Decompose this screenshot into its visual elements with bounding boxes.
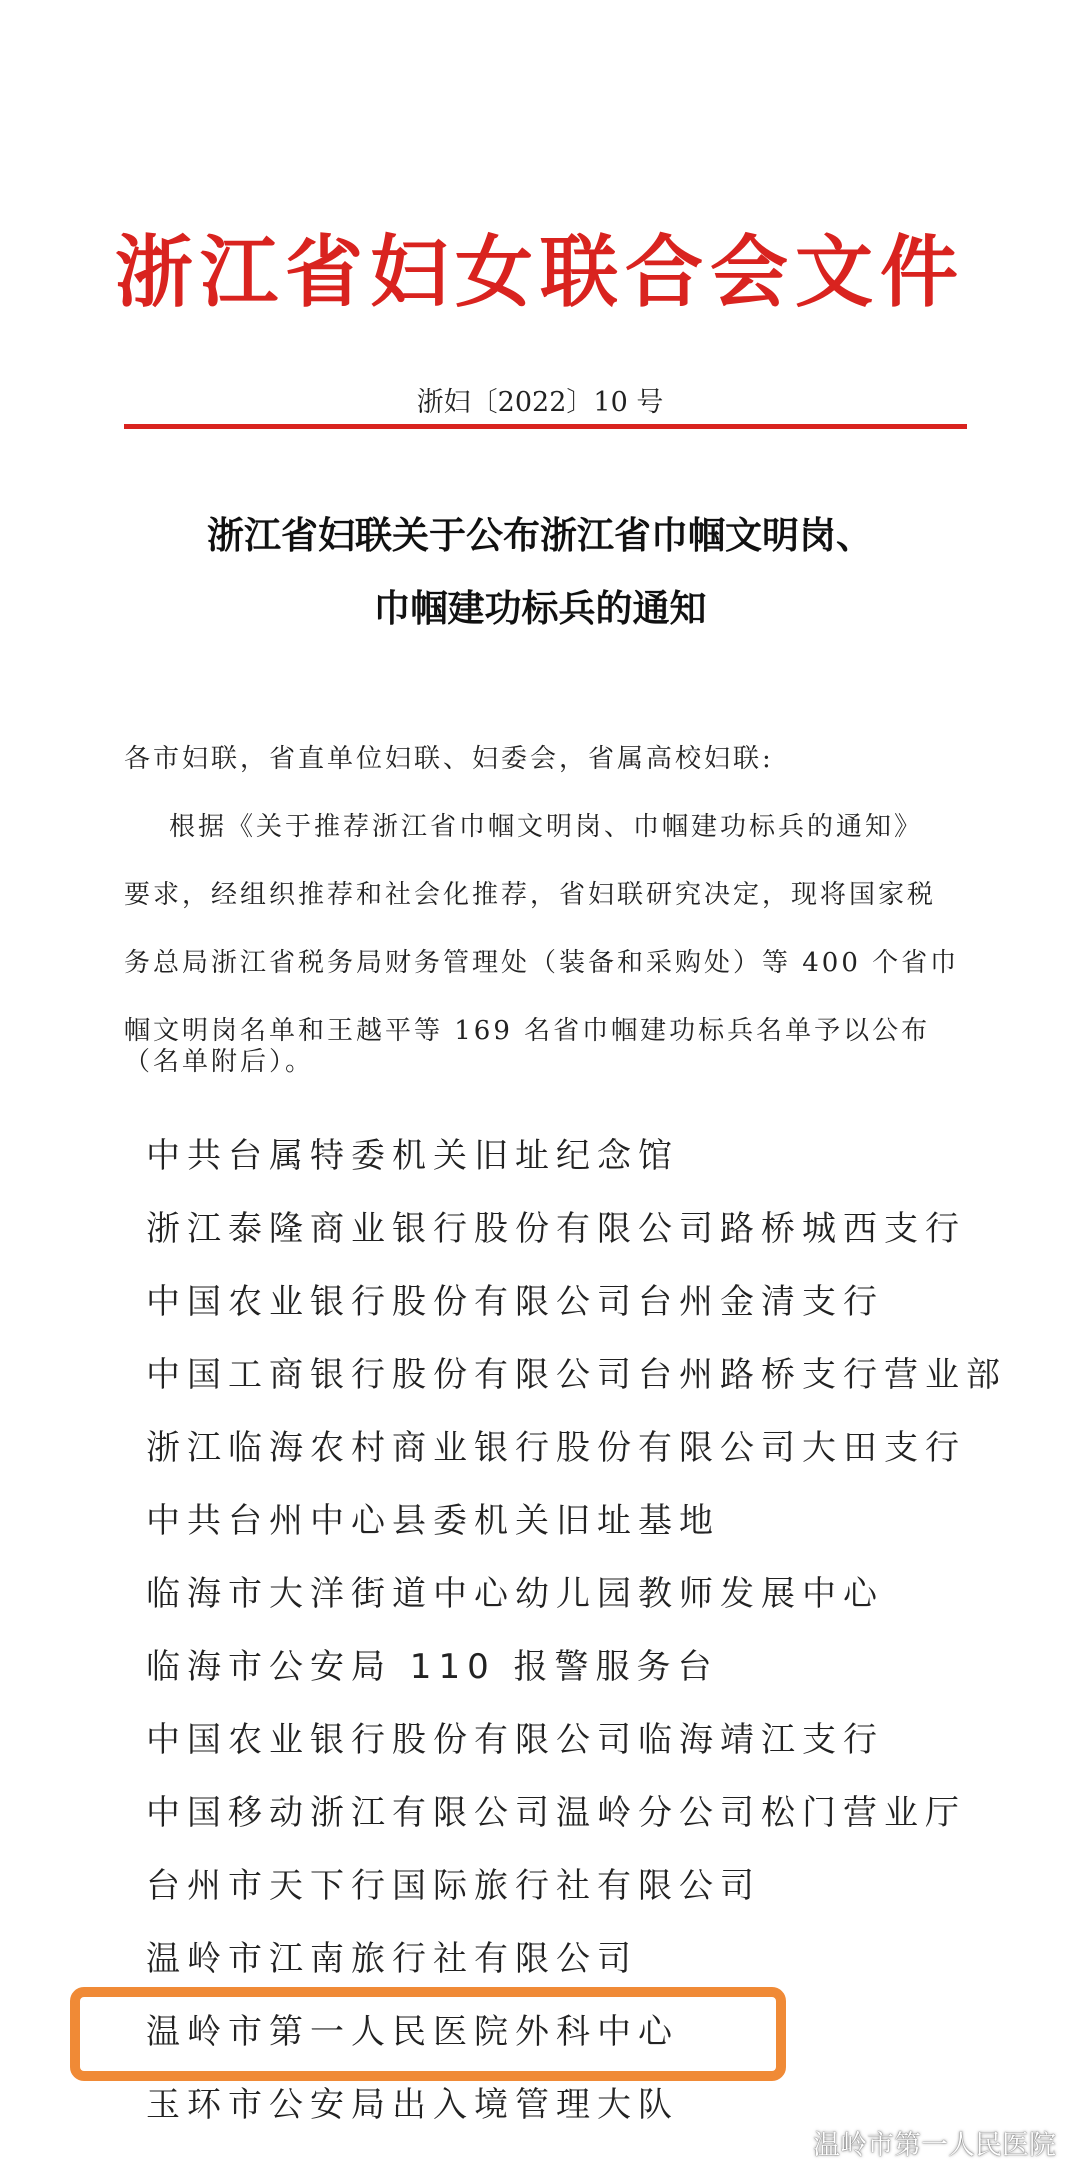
highlight-box <box>70 1987 786 2081</box>
notice-title-line-1: 浙江省妇联关于公布浙江省巾帼文明岗、 <box>207 514 873 557</box>
list-item-highlighted: 温岭市第一人民医院外科中心 <box>146 2012 679 2052</box>
source-watermark <box>771 2123 1056 2160</box>
body-paragraph-line: 务总局浙江省税务局财务管理处（装备和采购处）等 400 个省巾 <box>124 948 960 978</box>
list-item: 中共台州中心县委机关旧址基地 <box>146 1501 720 1541</box>
list-item: 浙江泰隆商业银行股份有限公司路桥城西支行 <box>146 1209 966 1249</box>
body-paragraph-line: （名单附后）。 <box>124 1047 315 1077</box>
cropped-text-fragment <box>140 2150 840 2160</box>
list-item: 临海市公安局 110 报警服务台 <box>146 1647 719 1687</box>
list-item: 中共台属特委机关旧址纪念馆 <box>146 1136 679 1176</box>
wechat-icon <box>771 2129 805 2157</box>
body-paragraph-line: 帼文明岗名单和王越平等 169 名省巾帼建功标兵名单予以公布 <box>124 1016 931 1046</box>
list-item: 台州市天下行国际旅行社有限公司 <box>146 1866 761 1906</box>
list-item: 温岭市江南旅行社有限公司 <box>146 1939 638 1979</box>
list-item: 临海市大洋街道中心幼儿园教师发展中心 <box>146 1574 884 1614</box>
salutation: 各市妇联，省直单位妇联、妇委会，省属高校妇联: <box>124 744 774 774</box>
document-header-title: 浙江省妇女联合会文件 <box>114 228 965 318</box>
list-item: 浙江临海农村商业银行股份有限公司大田支行 <box>146 1428 966 1468</box>
body-paragraph-line: 根据《关于推荐浙江省巾帼文明岗、巾帼建功标兵的通知》 <box>124 812 924 842</box>
watermark-account-name: 温岭市第一人民医院 <box>813 2130 1056 2160</box>
document-number: 浙妇〔2022〕10 号 <box>416 387 664 418</box>
body-paragraph-line: 要求，经组织推荐和社会化推荐，省妇联研究决定，现将国家税 <box>124 880 937 910</box>
list-item: 中国农业银行股份有限公司台州金清支行 <box>146 1282 884 1322</box>
notice-title-line-2: 巾帼建功标兵的通知 <box>373 587 707 630</box>
cropped-text-fragment <box>120 1091 780 1105</box>
list-item: 中国农业银行股份有限公司临海靖江支行 <box>146 1720 884 1760</box>
list-item: 玉环市公安局出入境管理大队 <box>146 2085 679 2125</box>
red-divider-line <box>124 424 967 429</box>
list-item: 中国工商银行股份有限公司台州路桥支行营业部 <box>146 1355 1007 1395</box>
list-item: 中国移动浙江有限公司温岭分公司松门营业厅 <box>146 1793 966 1833</box>
